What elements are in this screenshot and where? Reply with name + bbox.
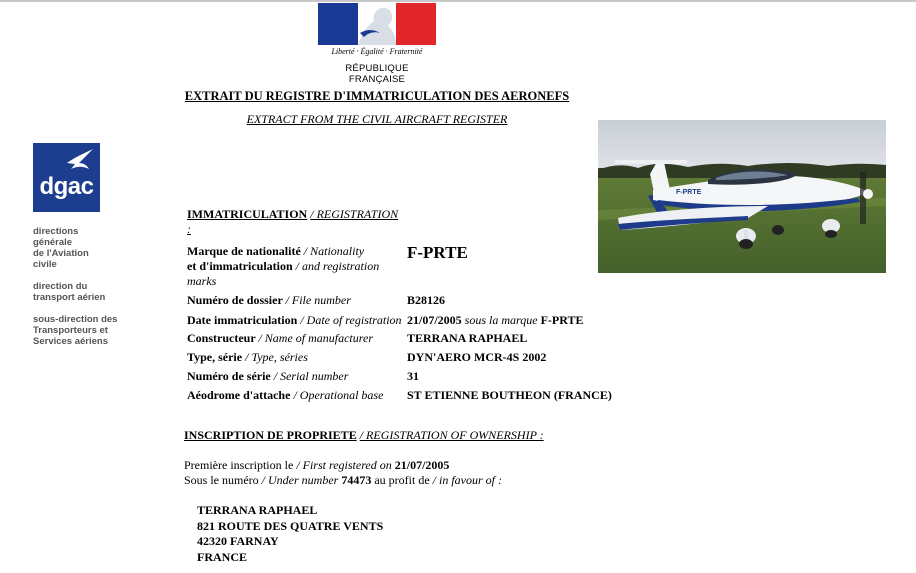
top-border [0, 0, 916, 2]
nationality-label: Marque de nationalité / Nationality et d'immatriculation / and registration marks [187, 244, 380, 288]
marianne-icon [318, 3, 436, 45]
republique-francaise-logo [316, 3, 438, 85]
aircraft-reg-marking: F-PRTE [676, 189, 702, 196]
serial-value: 31 [407, 369, 419, 383]
owner-city: 42320 FARNAY [197, 534, 279, 548]
aircraft-photo [598, 120, 886, 273]
dgac-logo: dgac [33, 143, 100, 212]
registration-date-label: Date immatriculation / Date of registration [187, 313, 402, 327]
manufacturer-value: TERRANA RAPHAEL [407, 331, 528, 345]
motto: Liberté · Égalité · Fraternité [331, 47, 423, 56]
registration-heading: IMMATRICULATION / REGISTRATION : [187, 207, 399, 236]
type-label: Type, série / Type, séries [187, 350, 308, 364]
page-title-en: EXTRACT FROM THE CIVIL AIRCRAFT REGISTER [246, 112, 508, 126]
registration-date-value: 21/07/2005 sous la marque F-PRTE [407, 313, 584, 327]
page-title-fr: EXTRAIT DU REGISTRE D'IMMATRICULATION DES AERONEFS [184, 89, 570, 103]
file-number-value: B28126 [407, 293, 446, 307]
file-number-label: Numéro de dossier / File number [187, 293, 351, 307]
serial-label: Numéro de série / Serial number [187, 369, 349, 383]
owner-name: TERRANA RAPHAEL [197, 503, 318, 517]
registration-marks-value: F-PRTE [407, 243, 468, 262]
type-value: DYN'AERO MCR-4S 2002 [407, 350, 547, 364]
under-number-line: Sous le numéro / Under number 74473 au profit de / in favour of : [184, 473, 502, 487]
sidebar-subdirection-text: sous-direction des Transporteurs et Services aériens [33, 314, 118, 347]
ownership-heading: INSCRIPTION DE PROPRIETE / REGISTRATION OF OWNERSHIP : [184, 428, 544, 442]
owner-address [197, 503, 383, 565]
sidebar-dgac-text: directions générale de l'Aviation civile [33, 226, 89, 270]
base-value: ST ETIENNE BOUTHEON (FRANCE) [407, 388, 612, 402]
bird-icon [65, 147, 95, 173]
owner-street: 821 ROUTE DES QUATRE VENTS [197, 518, 384, 533]
first-registered-line: Première inscription le / First registered on 21/07/2005 [184, 458, 450, 472]
owner-country: FRANCE [197, 549, 247, 564]
manufacturer-label: Constructeur / Name of manufacturer [187, 331, 373, 345]
base-label: Aéodrome d'attache / Operational base [187, 388, 384, 402]
republic-name: RÉPUBLIQUE FRANÇAISE [345, 63, 409, 85]
sidebar-dta-text: direction du transport aérien [33, 281, 106, 303]
